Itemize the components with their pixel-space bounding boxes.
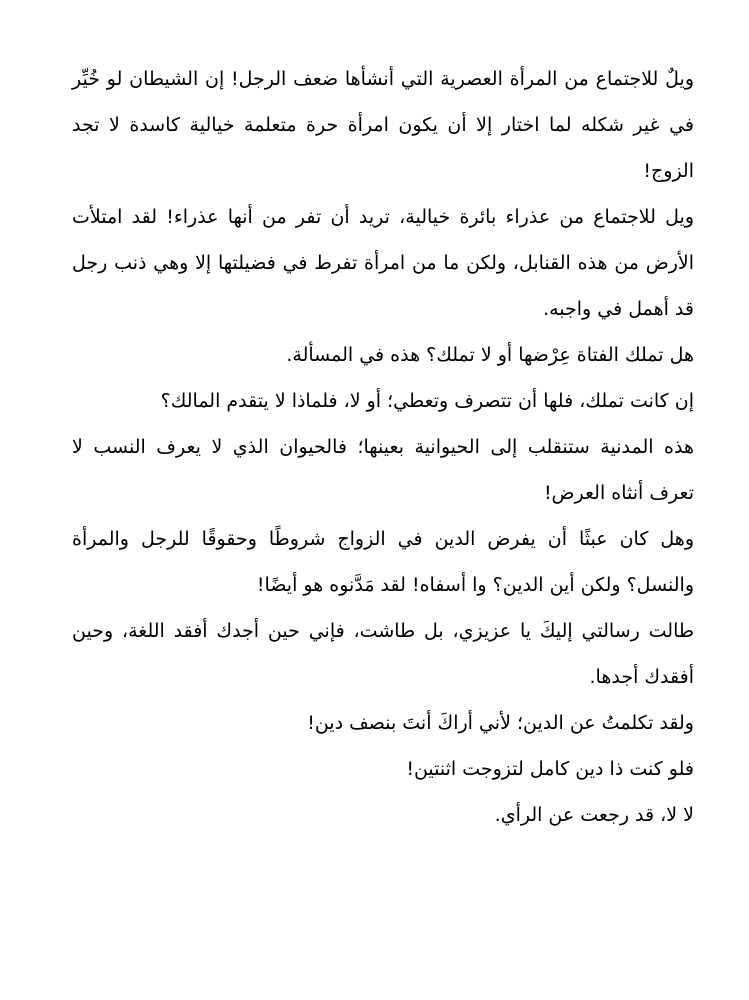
paragraph-5: هذه المدنية ستنقلب إلى الحيوانية بعينها؛ فالحيوان الذي لا يعرف النسب لا تعرف أنثاه العرض! bbox=[72, 436, 694, 504]
paragraph-9: فلو كنت ذا دين كامل لتزوجت اثنتين! bbox=[406, 758, 694, 780]
paragraph-4: إن كانت تملك، فلها أن تتصرف وتعطي؛ أو لا، فلماذا لا يتقدم المالك؟ bbox=[160, 390, 694, 412]
paragraph-1: ويلٌ للاجتماع من المرأة العصرية التي أنشأها ضعف الرجل! إن الشيطان لو خُيِّر في غير شكله لما اختار إلا أن يكون امرأة حرة متعلمة خيالية كاسدة لا تجد الزوج! bbox=[72, 68, 694, 182]
paragraph-10: لا لا، قد رجعت عن الرأي. bbox=[494, 804, 694, 826]
paragraph-6: وهل كان عبثًا أن يفرض الدين في الزواج شروطًا وحقوقًا للرجل والمرأة والنسل؟ ولكن أين الدين؟ وا أسفاه! لقد مَدَّنوه هو أيضًا! bbox=[72, 528, 694, 596]
paragraph-7: طالت رسالتي إليكَ يا عزيزي، بل طاشت، فإني حين أجدك أفقد اللغة، وحين أفقدك أجدها. bbox=[72, 620, 694, 688]
paragraph-2: ويل للاجتماع من عذراء بائرة خيالية، تريد أن تفر من أنها عذراء! لقد امتلأت الأرض من هذه القنابل، ولكن ما من امرأة تفرط في فضيلتها إلا وهي ذنب رجل قد أهمل في واجبه. bbox=[72, 206, 694, 320]
document-body bbox=[72, 56, 694, 838]
paragraph-3: هل تملك الفتاة عِرْضها أو لا تملك؟ هذه في المسألة. bbox=[286, 344, 694, 366]
paragraph-8: ولقد تكلمتُ عن الدين؛ لأني أراكَ أنتَ بنصف دين! bbox=[307, 712, 694, 734]
